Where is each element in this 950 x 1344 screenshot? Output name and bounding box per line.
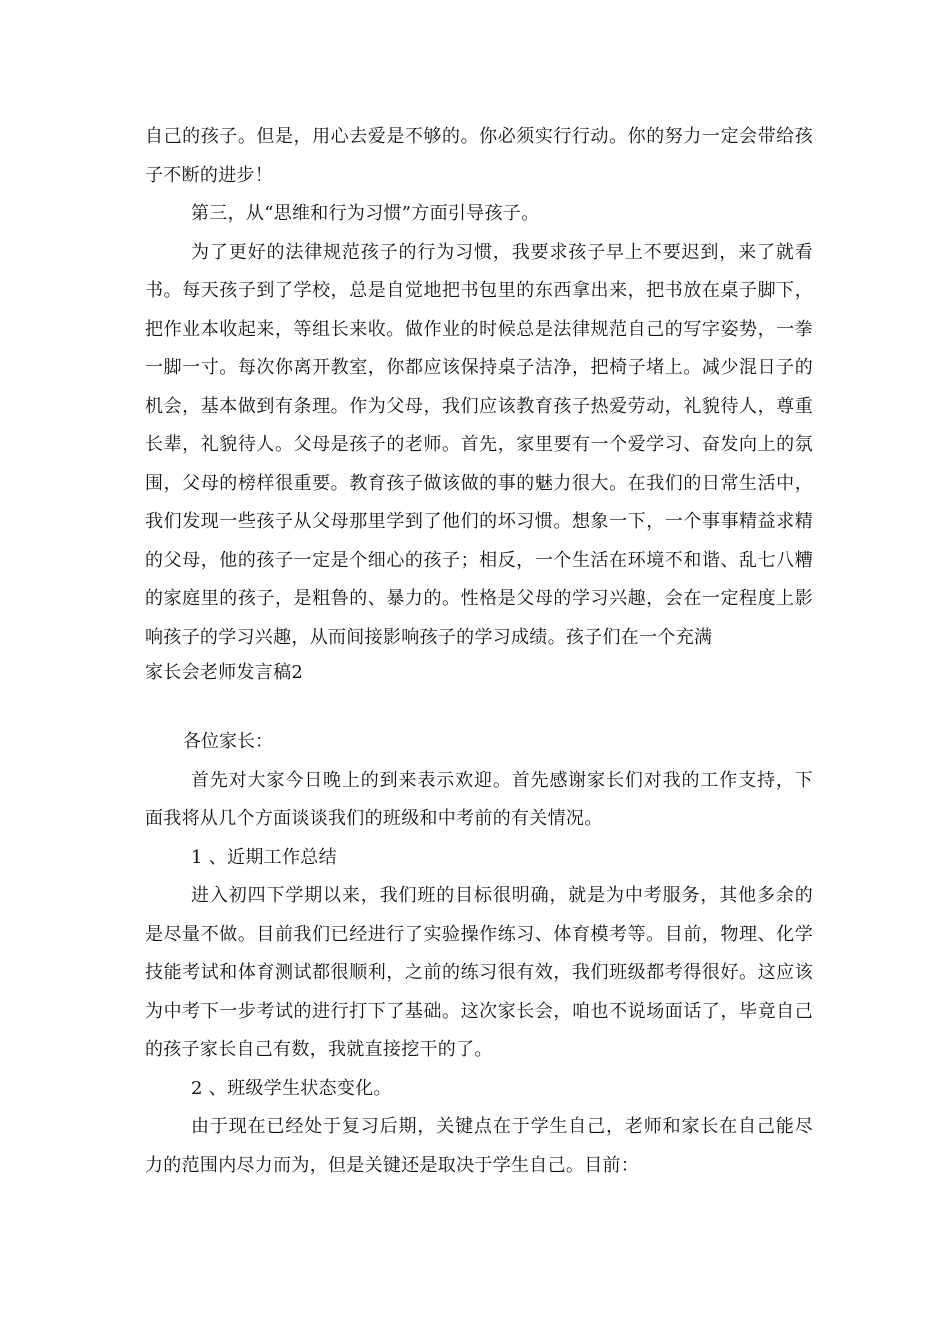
heading-third-point: 第三，从“思维和行为习惯”方面引导孩子。 (191, 203, 540, 224)
heading-recent-work: 1 、近期工作总结 (191, 846, 337, 868)
salutation: 各位家长： (183, 731, 273, 752)
paragraph-love-action: 自己的孩子。但是，用心去爱是不够的。你必须实行行动。你的努力一定会带给孩子不断的进步！ (145, 126, 813, 186)
section-title: 家长会老师发言稿2 (145, 662, 304, 683)
paragraph-habits: 为了更好的法律规范孩子的行为习惯，我要求孩子早上不要迟到，来了就看书。每天孩子到了学校，总是自觉地把书包里的东西拿出来，把书放在桌子脚下，把作业本收起来，等组长来收。做作业的时候总是法律规范自己的写字姿势，一拳一脚一寸。每次你离开教室，你都应该保持桌子洁净，把椅子堵上。减少混日子的机会，基本做到有条理。作为父母，我们应该教育孩子热爱劳动，礼貌待人，尊重长辈，礼貌待人。父母是孩子的老师。首先，家里要有一个爱学习、奋发向上的氛围，父母的榜样很重要。教育孩子做该做的事的魅力很大。在我们的日常生活中，我们发现一些孩子从父母那里学到了他们的坏习惯。想象一下，一个事事精益求精的父母，他的孩子一定是个细心的孩子；相反，一个生活在环境不和谐、乱七八糟的家庭里的孩子，是粗鲁的、暴力的。性格是父母的学习兴趣，会在一定程度上影响孩子的学习兴趣，从而间接影响孩子的学习成绩。孩子们在一个充满 (145, 241, 813, 648)
spacer (145, 689, 813, 723)
paragraph-welcome: 首先对大家今日晚上的到来表示欢迎。首先感谢家长们对我的工作支持，下面我将从几个方面谈谈我们的班级和中考前的有关情况。 (145, 769, 813, 829)
paragraph-recent-work: 进入初四下学期以来，我们班的目标很明确，就是为中考服务，其他多余的是尽量不做。目前我们已经进行了实验操作练习、体育模考等。目前，物理、化学技能考试和体育测试都很顺利，之前的练习很有效，我们班级都考得很好。这应该为中考下一步考试的进行打下了基础。这次家长会，咱也不说场面话了，毕竟自己的孩子家长自己有数，我就直接挖干的了。 (145, 885, 813, 1060)
paragraph-class-status: 由于现在已经处于复习后期，关键点在于学生自己，老师和家长在自己能尽力的范围内尽力而为，但是关键还是取决于学生自己。目前： (145, 1116, 813, 1176)
heading-class-status: 2 、班级学生状态变化。 (191, 1077, 392, 1099)
document-body (145, 118, 813, 1185)
